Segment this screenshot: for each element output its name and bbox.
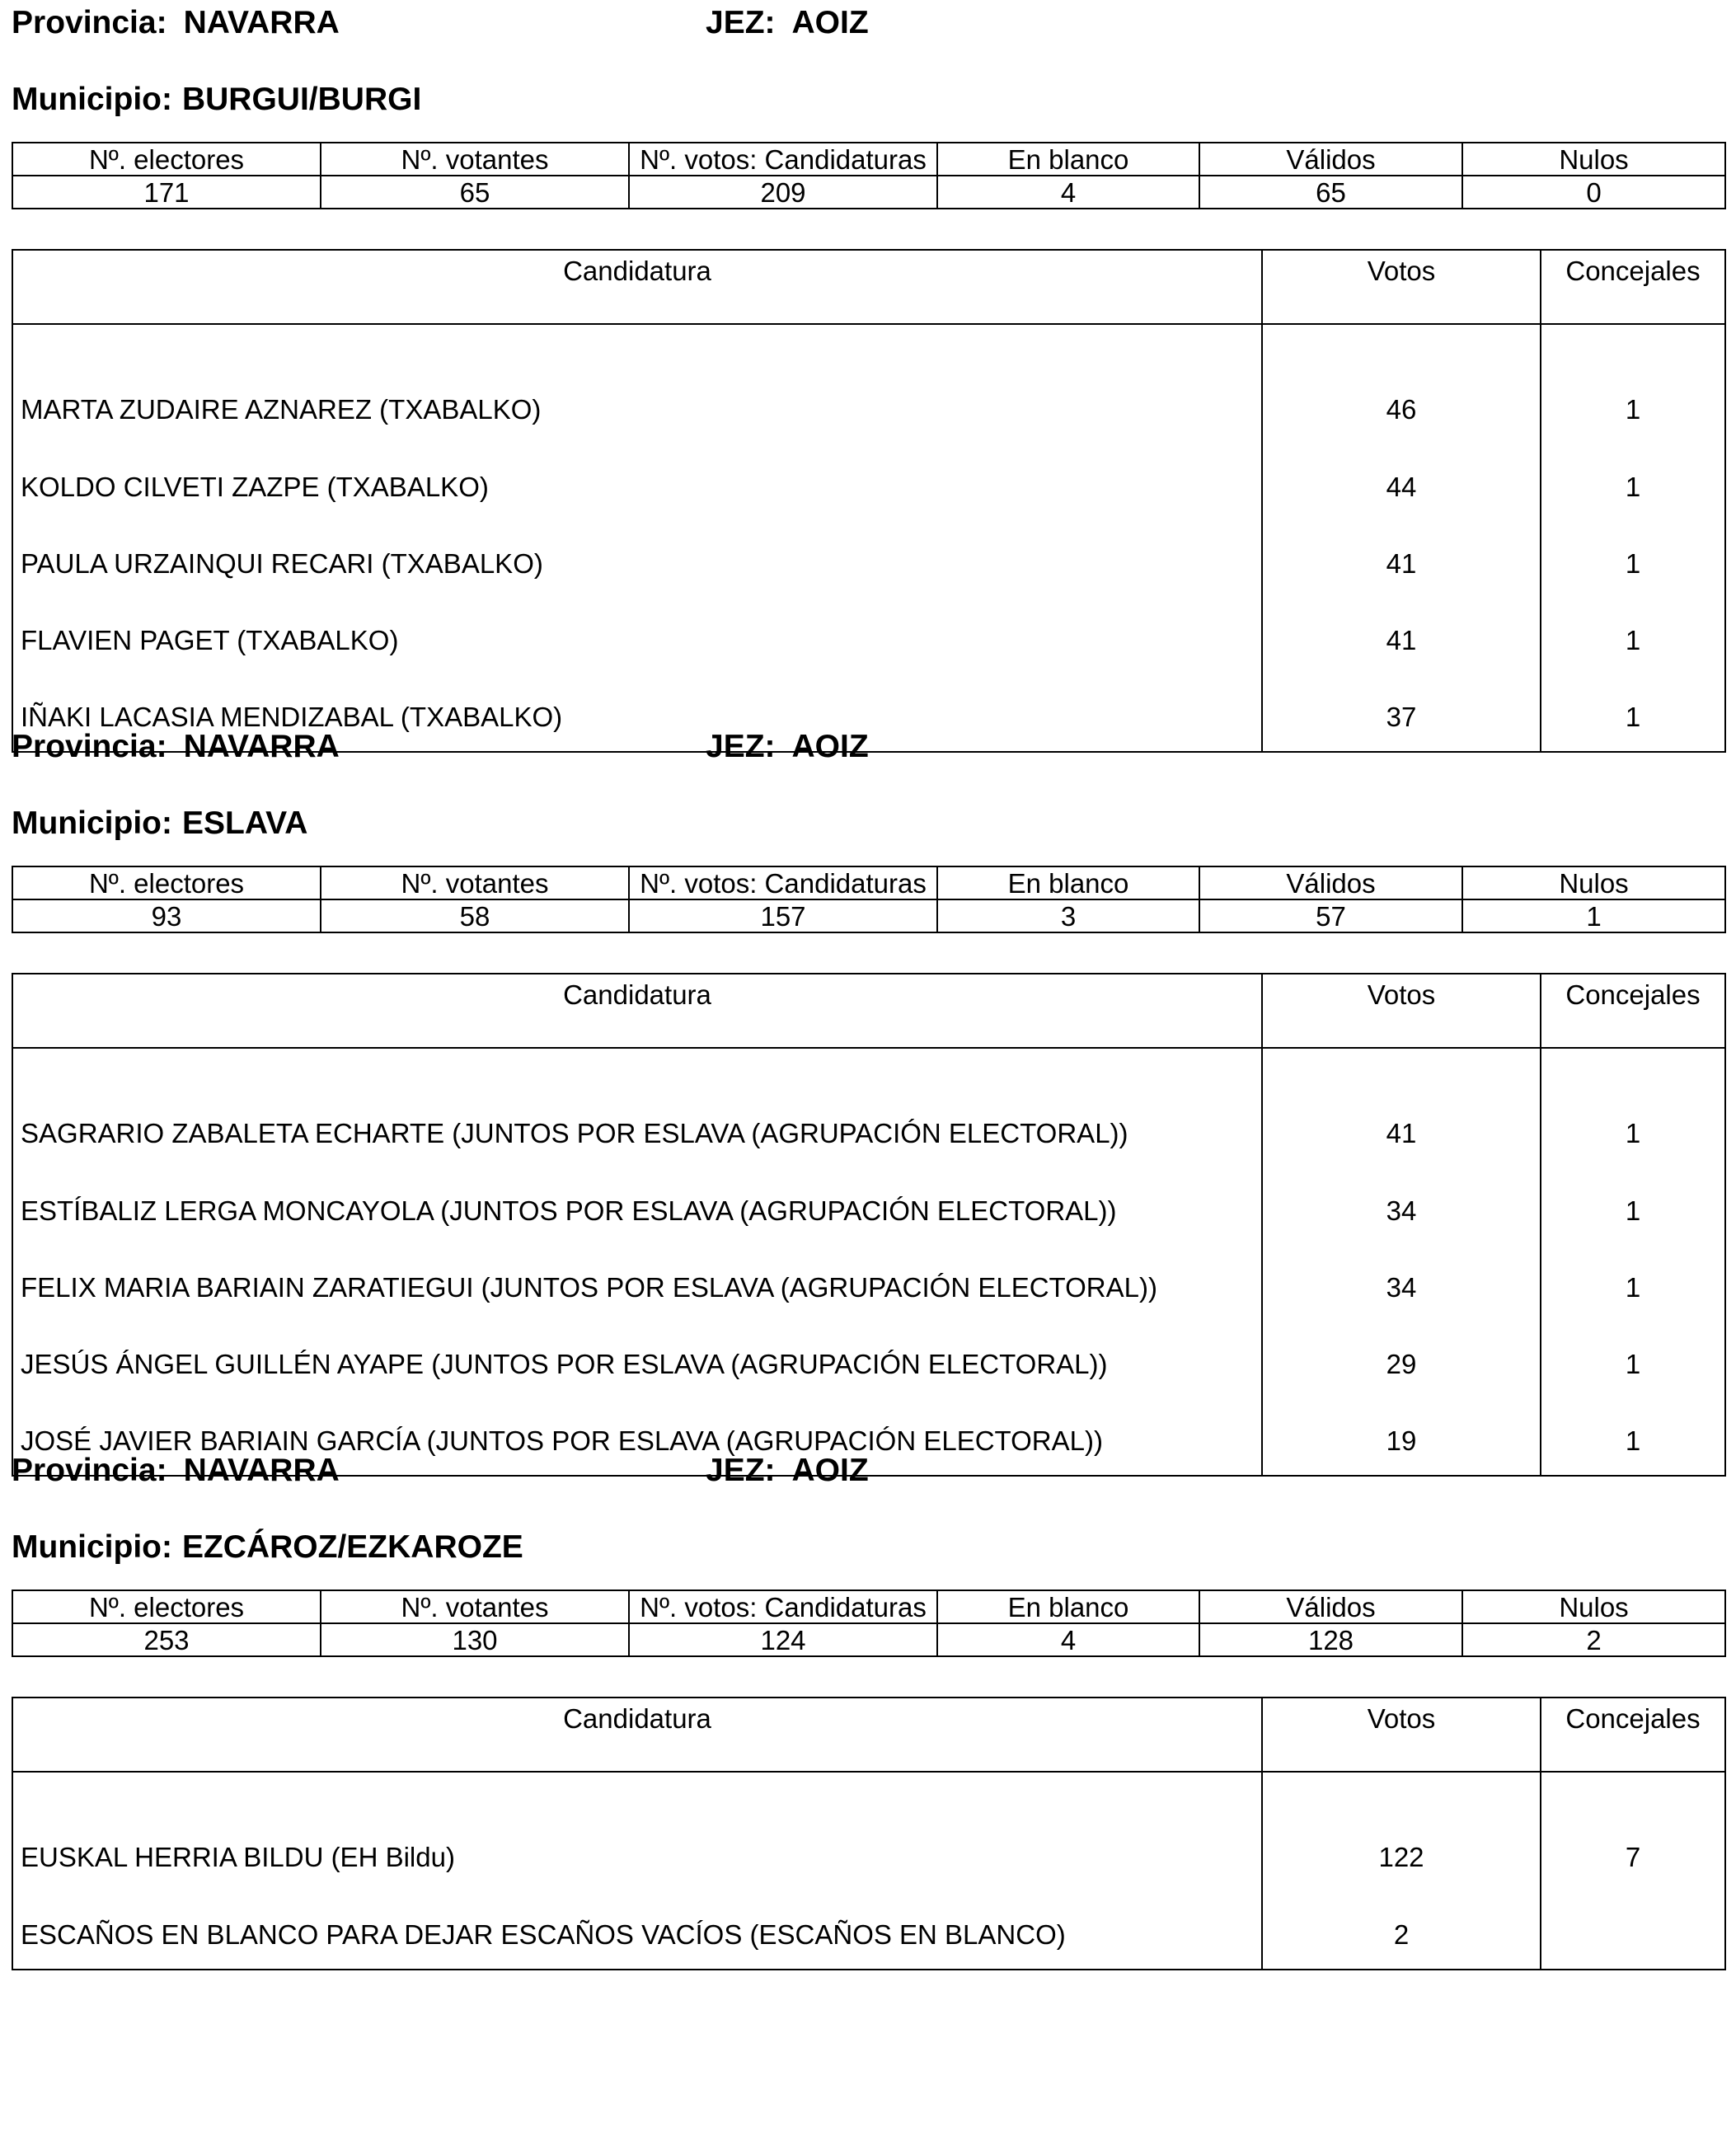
municipio-value: BURGUI/BURGI xyxy=(181,82,422,117)
stats-value-cell: 124 xyxy=(629,1623,937,1656)
candidate-name: JESÚS ÁNGEL GUILLÉN AYAPE (JUNTOS POR ESLAVA (AGRUPACIÓN ELECTORAL)) xyxy=(12,1322,1262,1398)
stats-value-cell: 4 xyxy=(937,1623,1199,1656)
stats-header-cell: Nº. electores xyxy=(12,866,321,899)
stats-value-cell: 4 xyxy=(937,176,1199,209)
jez-label: JEZ: xyxy=(706,1453,776,1488)
municipality-section xyxy=(12,1448,1724,1950)
stats-header-cell: Nº. votantes xyxy=(321,866,629,899)
stats-value-cell: 93 xyxy=(12,899,321,932)
stats-header-cell: Válidos xyxy=(1199,866,1462,899)
candidate-concejales: 1 xyxy=(1541,1398,1725,1476)
stats-value-cell: 209 xyxy=(629,176,937,209)
provincia-label: Provincia: xyxy=(12,729,167,764)
stats-value-cell: 171 xyxy=(12,176,321,209)
stats-value-row xyxy=(12,1623,1725,1656)
candidate-name: ESTÍBALIZ LERGA MONCAYOLA (JUNTOS POR ESLAVA (AGRUPACIÓN ELECTORAL)) xyxy=(12,1168,1262,1245)
candidate-votes: 37 xyxy=(1262,674,1541,752)
concejales-header: Concejales xyxy=(1541,974,1725,1048)
stats-value-cell: 2 xyxy=(1462,1623,1725,1656)
candidate-name: KOLDO CILVETI ZAZPE (TXABALKO) xyxy=(12,444,1262,521)
provincia-label: Provincia: xyxy=(12,1453,167,1488)
stats-header-cell: En blanco xyxy=(937,1590,1199,1623)
candidate-row xyxy=(12,324,1725,444)
provincia-line xyxy=(12,7,340,39)
stats-value-cell: 1 xyxy=(1462,899,1725,932)
provincia-label: Provincia: xyxy=(12,5,167,40)
candidate-votes: 122 xyxy=(1262,1772,1541,1892)
candidates-header-row xyxy=(12,974,1725,1048)
candidate-row xyxy=(12,1772,1725,1892)
candidate-votes: 46 xyxy=(1262,324,1541,444)
stats-table xyxy=(12,1590,1726,1657)
candidate-concejales: 1 xyxy=(1541,1245,1725,1322)
concejales-header: Concejales xyxy=(1541,1698,1725,1772)
stats-header-cell: Nulos xyxy=(1462,866,1725,899)
candidate-name: IÑAKI LACASIA MENDIZABAL (TXABALKO) xyxy=(12,674,1262,752)
candidate-row xyxy=(12,521,1725,598)
candidate-votes: 34 xyxy=(1262,1168,1541,1245)
candidate-votes: 44 xyxy=(1262,444,1541,521)
municipality-section xyxy=(12,724,1724,1456)
candidate-name: SAGRARIO ZABALETA ECHARTE (JUNTOS POR ESLAVA (AGRUPACIÓN ELECTORAL)) xyxy=(12,1048,1262,1168)
candidate-concejales: 1 xyxy=(1541,324,1725,444)
candidate-concejales: 1 xyxy=(1541,444,1725,521)
stats-table xyxy=(12,142,1726,209)
jez-value: AOIZ xyxy=(791,1453,869,1488)
municipio-value: EZCÁROZ/EZKAROZE xyxy=(181,1529,523,1565)
candidate-name: EUSKAL HERRIA BILDU (EH Bildu) xyxy=(12,1772,1262,1892)
stats-table xyxy=(12,866,1726,933)
provincia-line xyxy=(12,1454,340,1486)
municipality-section xyxy=(12,0,1724,732)
jez-value: AOIZ xyxy=(791,729,869,764)
jez-value: AOIZ xyxy=(791,5,869,40)
candidate-row xyxy=(12,1245,1725,1322)
stats-header-row xyxy=(12,143,1725,176)
stats-header-cell: Nº. votantes xyxy=(321,1590,629,1623)
concejales-header: Concejales xyxy=(1541,250,1725,324)
stats-value-cell: 57 xyxy=(1199,899,1462,932)
stats-value-row xyxy=(12,176,1725,209)
votos-header: Votos xyxy=(1262,974,1541,1048)
provincia-value: NAVARRA xyxy=(183,729,340,764)
candidate-row xyxy=(12,598,1725,674)
stats-header-cell: Nulos xyxy=(1462,1590,1725,1623)
stats-value-cell: 65 xyxy=(1199,176,1462,209)
candidate-votes: 41 xyxy=(1262,1048,1541,1168)
municipio-label: Municipio: xyxy=(12,82,172,117)
candidate-votes: 41 xyxy=(1262,521,1541,598)
stats-value-cell: 0 xyxy=(1462,176,1725,209)
candidate-votes: 29 xyxy=(1262,1322,1541,1398)
candidate-concejales: 1 xyxy=(1541,1168,1725,1245)
stats-header-cell: Nº. electores xyxy=(12,1590,321,1623)
candidate-row xyxy=(12,1048,1725,1168)
candidate-concejales: 1 xyxy=(1541,1322,1725,1398)
candidates-table xyxy=(12,1697,1726,1970)
stats-value-cell: 130 xyxy=(321,1623,629,1656)
candidate-name: FLAVIEN PAGET (TXABALKO) xyxy=(12,598,1262,674)
candidate-concejales: 1 xyxy=(1541,598,1725,674)
municipio-label: Municipio: xyxy=(12,1529,172,1565)
candidate-concejales: 1 xyxy=(1541,521,1725,598)
candidate-name: PAULA URZAINQUI RECARI (TXABALKO) xyxy=(12,521,1262,598)
candidate-votes: 19 xyxy=(1262,1398,1541,1476)
jez-line xyxy=(706,730,869,763)
stats-value-cell: 157 xyxy=(629,899,937,932)
stats-header-cell: Válidos xyxy=(1199,1590,1462,1623)
candidate-concejales: 1 xyxy=(1541,1048,1725,1168)
municipio-line xyxy=(12,83,421,115)
candidate-row xyxy=(12,444,1725,521)
stats-header-cell: Nº. votos: Candidaturas xyxy=(629,1590,937,1623)
candidates-header-row xyxy=(12,250,1725,324)
stats-header-cell: Nº. votos: Candidaturas xyxy=(629,866,937,899)
stats-header-cell: Válidos xyxy=(1199,143,1462,176)
provincia-value: NAVARRA xyxy=(183,1453,340,1488)
candidate-name: FELIX MARIA BARIAIN ZARATIEGUI (JUNTOS POR ESLAVA (AGRUPACIÓN ELECTORAL)) xyxy=(12,1245,1262,1322)
stats-header-cell: En blanco xyxy=(937,866,1199,899)
candidates-header-row xyxy=(12,1698,1725,1772)
candidate-concejales: 1 xyxy=(1541,674,1725,752)
provincia-line xyxy=(12,730,340,763)
jez-label: JEZ: xyxy=(706,5,776,40)
municipio-label: Municipio: xyxy=(12,805,172,841)
stats-header-cell: Nº. votos: Candidaturas xyxy=(629,143,937,176)
provincia-value: NAVARRA xyxy=(183,5,340,40)
votos-header: Votos xyxy=(1262,1698,1541,1772)
candidates-table xyxy=(12,973,1726,1477)
stats-value-cell: 128 xyxy=(1199,1623,1462,1656)
stats-value-cell: 3 xyxy=(937,899,1199,932)
municipio-line xyxy=(12,1531,523,1563)
stats-header-cell: Nº. electores xyxy=(12,143,321,176)
jez-line xyxy=(706,7,869,39)
votos-header: Votos xyxy=(1262,250,1541,324)
jez-line xyxy=(706,1454,869,1486)
candidate-row xyxy=(12,1892,1725,1970)
municipio-value: ESLAVA xyxy=(181,805,308,841)
municipio-line xyxy=(12,807,307,839)
candidates-table xyxy=(12,249,1726,753)
stats-value-cell: 65 xyxy=(321,176,629,209)
candidate-row xyxy=(12,1322,1725,1398)
stats-header-cell: En blanco xyxy=(937,143,1199,176)
candidatura-header: Candidatura xyxy=(12,1698,1262,1772)
candidate-name: JOSÉ JAVIER BARIAIN GARCÍA (JUNTOS POR ESLAVA (AGRUPACIÓN ELECTORAL)) xyxy=(12,1398,1262,1476)
stats-header-cell: Nulos xyxy=(1462,143,1725,176)
candidate-row xyxy=(12,1168,1725,1245)
stats-value-cell: 253 xyxy=(12,1623,321,1656)
candidate-votes: 2 xyxy=(1262,1892,1541,1970)
candidatura-header: Candidatura xyxy=(12,974,1262,1048)
stats-value-row xyxy=(12,899,1725,932)
candidate-concejales: 7 xyxy=(1541,1772,1725,1892)
stats-header-row xyxy=(12,1590,1725,1623)
candidate-name: ESCAÑOS EN BLANCO PARA DEJAR ESCAÑOS VACÍOS (ESCAÑOS EN BLANCO) xyxy=(12,1892,1262,1970)
jez-label: JEZ: xyxy=(706,729,776,764)
candidate-name: MARTA ZUDAIRE AZNAREZ (TXABALKO) xyxy=(12,324,1262,444)
stats-value-cell: 58 xyxy=(321,899,629,932)
stats-header-row xyxy=(12,866,1725,899)
candidate-votes: 34 xyxy=(1262,1245,1541,1322)
candidate-concejales xyxy=(1541,1892,1725,1970)
candidatura-header: Candidatura xyxy=(12,250,1262,324)
candidate-votes: 41 xyxy=(1262,598,1541,674)
stats-header-cell: Nº. votantes xyxy=(321,143,629,176)
